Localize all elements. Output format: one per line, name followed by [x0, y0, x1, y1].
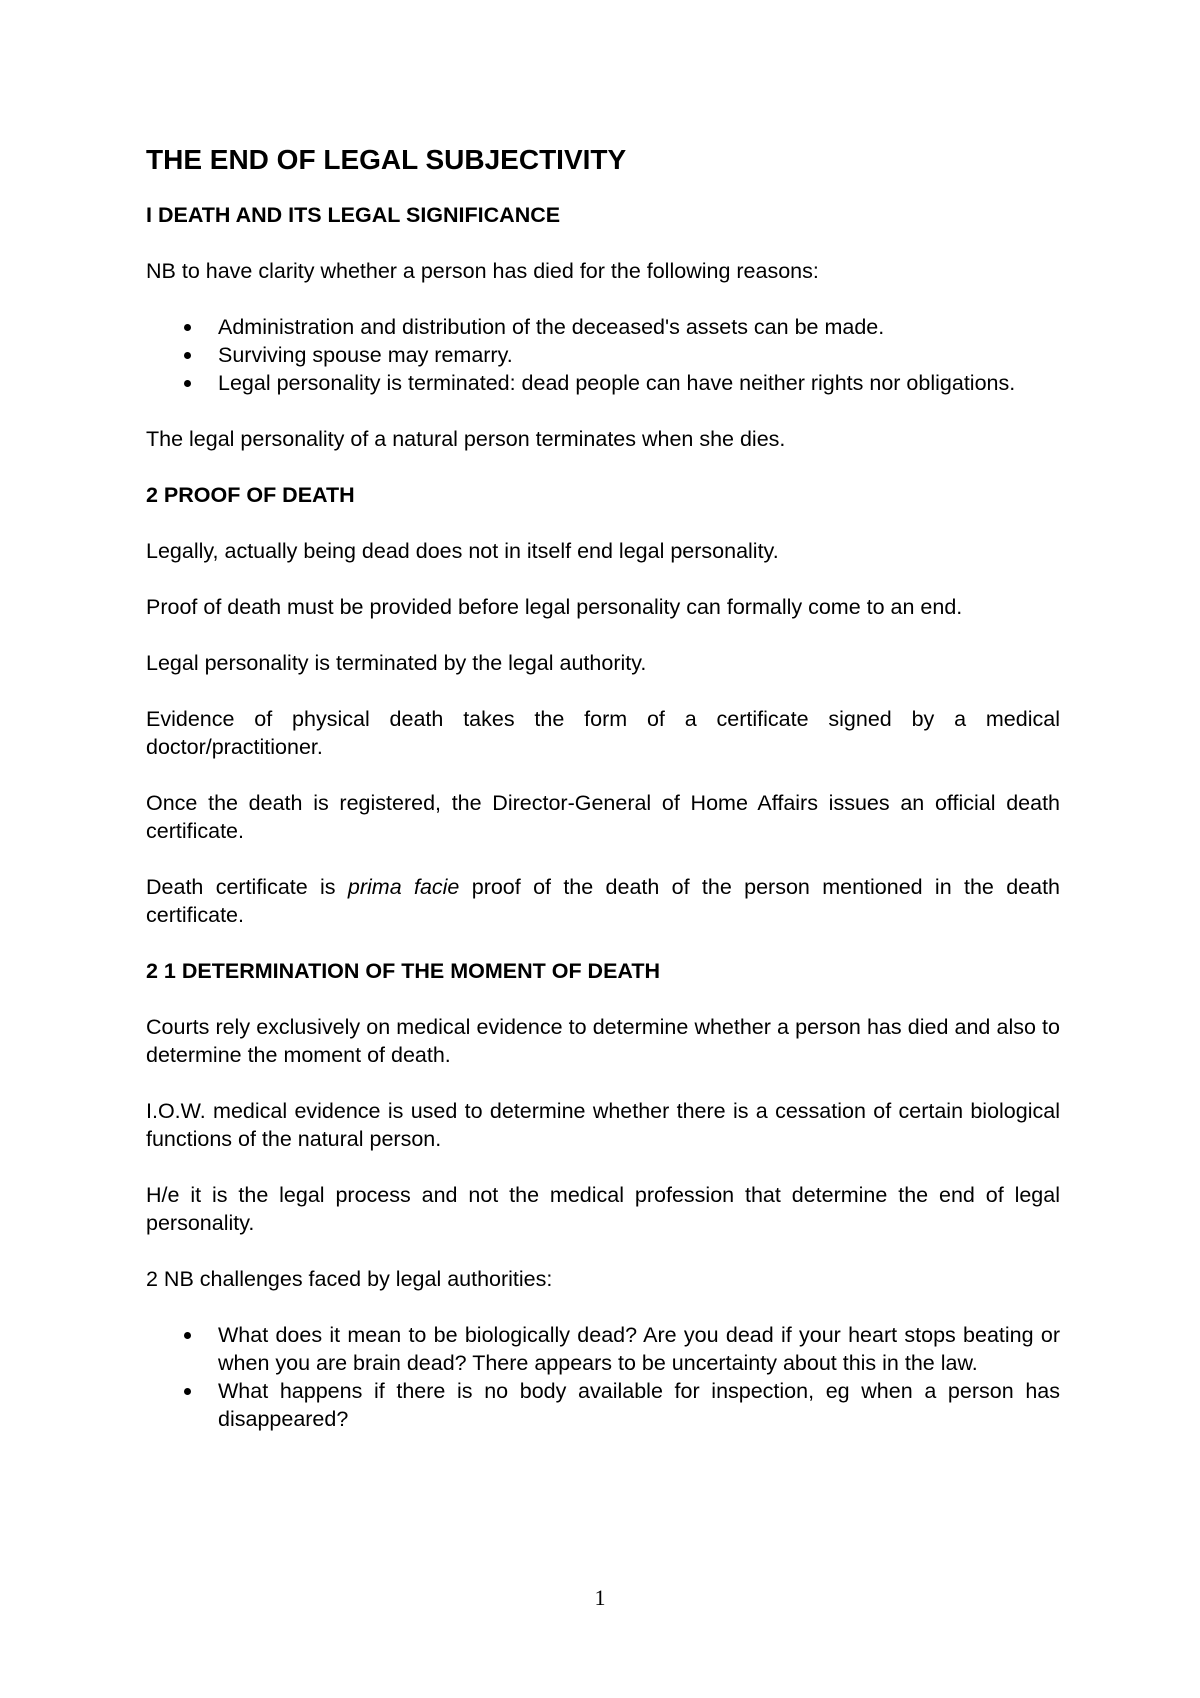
section-heading-death-significance: I DEATH AND ITS LEGAL SIGNIFICANCE	[146, 203, 561, 227]
certificate-paragraph	[146, 873, 1060, 929]
prima-facie-italic: prima facie	[347, 875, 460, 899]
certificate-text-before: Death certificate is	[146, 875, 348, 899]
paragraph: Evidence of physical death takes the form of a certificate signed by a medical doctor/practitioner.	[146, 707, 1060, 759]
section-heading-moment-of-death: 2 1 DETERMINATION OF THE MOMENT OF DEATH	[146, 959, 661, 983]
paragraph: Legal personality is terminated by the legal authority.	[146, 651, 647, 675]
paragraph: Legally, actually being dead does not in itself end legal personality.	[146, 539, 779, 563]
section-heading-proof-of-death: 2 PROOF OF DEATH	[146, 483, 355, 507]
section1-intro: NB to have clarity whether a person has died for the following reasons:	[146, 259, 819, 283]
paragraph: H/e it is the legal process and not the medical profession that determine the end of legal personality.	[146, 1183, 1060, 1235]
bullet-item: Administration and distribution of the deceased's assets can be made.	[146, 313, 1060, 341]
section1-closing: The legal personality of a natural person terminates when she dies.	[146, 427, 786, 451]
paragraph: 2 NB challenges faced by legal authorities:	[146, 1267, 553, 1291]
paragraph: Courts rely exclusively on medical evidence to determine whether a person has died and also to determine the moment of death.	[146, 1015, 1060, 1067]
document-title: THE END OF LEGAL SUBJECTIVITY	[146, 144, 627, 175]
paragraph: Proof of death must be provided before legal personality can formally come to an end.	[146, 595, 963, 619]
section21-bullet-list	[146, 1321, 1060, 1433]
page-number: 1	[594, 1585, 606, 1610]
section1-bullet-list	[146, 313, 1060, 397]
bullet-item: What happens if there is no body available for inspection, eg when a person has disappeared?	[146, 1377, 1060, 1433]
bullet-item: What does it mean to be biologically dead? Are you dead if your heart stops beating or when you are brain dead? There appears to be uncertainty about this in the law.	[146, 1321, 1060, 1377]
document-page	[146, 143, 1060, 1461]
certificate-text-after: proof of the death of the person mentioned in the death certificate.	[146, 875, 1061, 927]
paragraph: Once the death is registered, the Director-General of Home Affairs issues an official death certificate.	[146, 791, 1060, 843]
bullet-item: Legal personality is terminated: dead people can have neither rights nor obligations.	[146, 369, 1060, 397]
bullet-item: Surviving spouse may remarry.	[146, 341, 1060, 369]
paragraph: I.O.W. medical evidence is used to determine whether there is a cessation of certain biological functions of the natural person.	[146, 1099, 1060, 1151]
